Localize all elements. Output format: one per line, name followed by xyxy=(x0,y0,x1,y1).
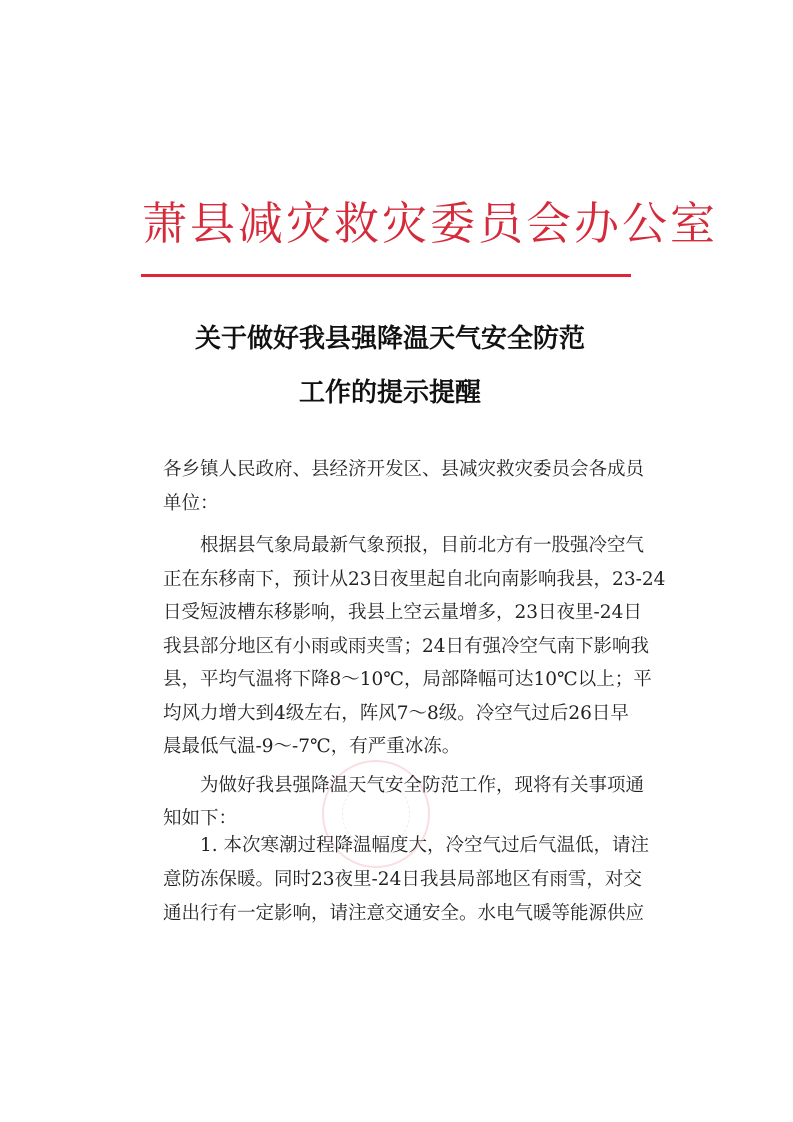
document-title-line-2: 工作的提示提醒 xyxy=(298,378,481,408)
body-line: 均风力增大到4级左右，阵风7～8级。冷空气过后26日早 xyxy=(163,703,629,724)
body-line: 单位： xyxy=(163,493,219,514)
issuer-header: 萧县减灾救灾委员会办公室 xyxy=(142,197,719,250)
body-line: 正在东移南下，预计从23日夜里起自北向南影响我县，23-24 xyxy=(163,569,666,590)
body-line: 各乡镇人民政府、县经济开发区、县减灾救灾委员会各成员 xyxy=(163,459,645,480)
body-line: 县，平均气温将下降8～10℃，局部降幅可达10℃以上；平 xyxy=(163,669,652,690)
document-title-line-1: 关于做好我县强降温天气安全防范 xyxy=(194,324,585,354)
body-line: 意防冻保暖。同时23夜里-24日我县局部地区有雨雪，对交 xyxy=(163,869,642,890)
body-line: 为做好我县强降温天气安全防范工作，现将有关事项通 xyxy=(163,775,645,796)
body-line: 通出行有一定影响，请注意交通安全。水电气暖等能源供应 xyxy=(163,903,645,924)
body-line: 晨最低气温-9～-7℃，有严重冰冻。 xyxy=(163,736,461,757)
body-line: 我县部分地区有小雨或雨夹雪；24日有强冷空气南下影响我 xyxy=(163,636,650,657)
body-line: 根据县气象局最新气象预报，目前北方有一股强冷空气 xyxy=(163,535,645,556)
red-divider-rule xyxy=(141,274,631,277)
body-line: 知如下： xyxy=(163,808,238,829)
body-line: 日受短波槽东移影响，我县上空云量增多，23日夜里-24日 xyxy=(163,602,642,623)
body-line: 1. 本次寒潮过程降温幅度大，冷空气过后气温低，请注 xyxy=(163,835,650,856)
